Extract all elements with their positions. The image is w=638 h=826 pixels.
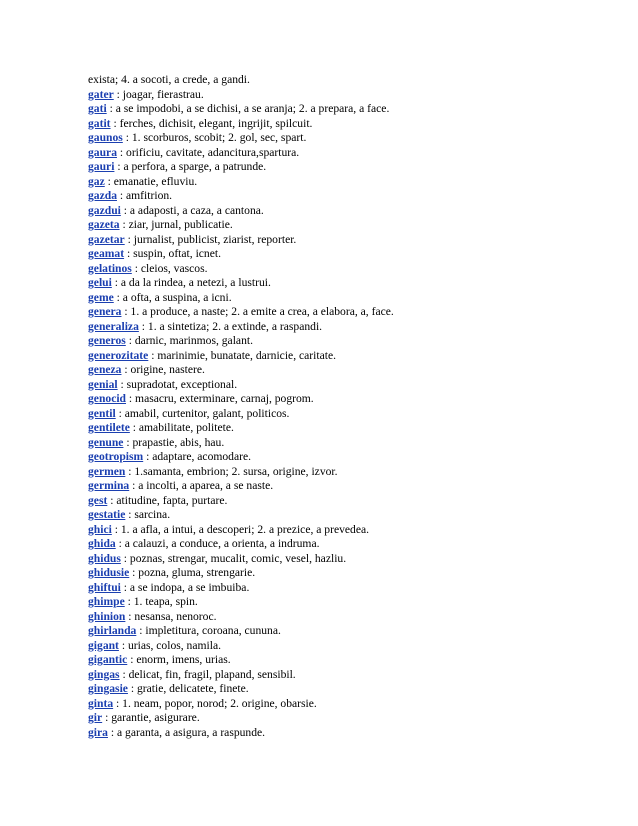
entry-separator: : <box>148 348 158 362</box>
entry-definition: ziar, jurnal, publicatie. <box>128 218 233 231</box>
dictionary-entry <box>88 88 608 103</box>
dictionary-entry <box>88 552 608 567</box>
entry-term-link[interactable]: genera <box>88 305 122 318</box>
entry-definition: marinimie, bunatate, darnicie, caritate. <box>157 348 336 362</box>
entry-separator: : <box>127 653 137 666</box>
entry-definition: darnic, marinmos, galant. <box>134 334 253 347</box>
entry-definition: masacru, exterminare, carnaj, pogrom. <box>135 392 314 405</box>
dictionary-entry <box>88 624 608 639</box>
entry-separator: : <box>120 203 130 217</box>
dictionary-entry <box>88 320 608 335</box>
entry-definition: nesansa, nenoroc. <box>134 609 217 623</box>
entry-separator: : <box>125 464 135 478</box>
entry-separator: : <box>125 334 135 347</box>
dictionary-entry <box>88 146 608 161</box>
entry-definition: 1.samanta, embrion; 2. sursa, origine, izvor. <box>134 464 338 478</box>
dictionary-entry <box>88 523 608 538</box>
entry-separator: : <box>119 667 129 681</box>
entry-term-link[interactable]: germen <box>88 464 126 478</box>
entry-definition: garantie, asigurare. <box>111 711 200 724</box>
entry-definition: prapastie, abis, hau. <box>132 435 225 449</box>
entry-definition: a ofta, a suspina, a icni. <box>122 290 232 304</box>
entry-separator: : <box>111 276 121 289</box>
entry-separator: : <box>106 102 116 115</box>
entry-definition: 1. a produce, a naste; 2. a emite a crea, a elabora, a, face. <box>130 305 394 318</box>
entry-definition: 1. a sintetiza; 2. a extinde, a raspandi. <box>147 319 323 333</box>
entry-separator: : <box>107 493 117 507</box>
entry-term-link[interactable]: genune <box>88 435 124 449</box>
entry-term-link[interactable]: genial <box>88 377 118 391</box>
entry-separator: : <box>120 551 130 565</box>
dictionary-entry <box>88 276 608 291</box>
dictionary-entry <box>88 233 608 248</box>
entry-separator: : <box>107 725 117 739</box>
entry-term-link[interactable]: ghirlanda <box>88 624 137 637</box>
dictionary-entry <box>88 262 608 277</box>
continuation-line: exista; 4. a socoti, a crede, a gandi. <box>88 73 250 86</box>
entry-term-link[interactable]: gaura <box>88 145 117 159</box>
entry-definition: amabilitate, politete. <box>138 421 234 434</box>
entry-definition: amfitrion. <box>126 189 173 202</box>
entry-term-link[interactable]: ghinion <box>88 609 126 623</box>
entry-term-link[interactable]: gest <box>88 493 108 507</box>
entry-separator: : <box>125 609 135 623</box>
entry-separator: : <box>121 363 131 376</box>
dictionary-entry <box>88 392 608 407</box>
entry-separator: : <box>127 682 137 695</box>
entry-definition: 1. neam, popor, norod; 2. origine, obarsie. <box>122 696 317 710</box>
entry-definition: gratie, delicatete, finete. <box>136 682 249 695</box>
entry-term-link[interactable]: gaunos <box>88 131 123 144</box>
entry-term-link[interactable]: generos <box>88 334 126 347</box>
entry-term-link[interactable]: gazetar <box>88 232 125 246</box>
entry-definition: a perfora, a sparge, a patrunde. <box>123 160 267 173</box>
entry-separator: : <box>121 305 131 318</box>
entry-term-link[interactable]: gingasie <box>88 682 128 695</box>
dictionary-entry <box>88 291 608 306</box>
entry-term-link[interactable]: ghidusie <box>88 566 130 579</box>
entry-definition: jurnalist, publicist, ziarist, reporter. <box>133 232 297 246</box>
dictionary-entry <box>88 204 608 219</box>
entry-separator: : <box>113 696 123 710</box>
entry-separator: : <box>113 290 123 304</box>
entry-term-link[interactable]: gingas <box>88 667 120 681</box>
entry-definition: 1. teapa, spin. <box>133 595 198 608</box>
entry-definition: joagar, fierastrau. <box>122 87 204 101</box>
entry-term-link[interactable]: gazeta <box>88 218 120 231</box>
dictionary-entry <box>88 102 608 117</box>
entry-separator: : <box>125 508 135 521</box>
dictionary-entry <box>88 160 608 175</box>
entry-term-link[interactable]: geotropism <box>88 450 144 463</box>
entry-definition: a se impodobi, a se dichisi, a se aranja; 2. a prepara, a face. <box>115 102 390 115</box>
entry-definition: suspin, oftat, icnet. <box>133 247 221 260</box>
dictionary-entry <box>88 334 608 349</box>
dictionary-entry <box>88 668 608 683</box>
dictionary-entry <box>88 508 608 523</box>
entry-definition: a incolti, a aparea, a se naste. <box>138 479 274 492</box>
dictionary-entry <box>88 697 608 712</box>
entry-term-link[interactable]: gestatie <box>88 508 126 521</box>
entry-separator: : <box>110 116 120 130</box>
entry-term-link[interactable]: gentilete <box>88 421 130 434</box>
entry-term-link[interactable]: germina <box>88 479 130 492</box>
dictionary-entry <box>88 682 608 697</box>
entry-definition: a garanta, a asigura, a raspunde. <box>117 725 266 739</box>
entry-definition: orificiu, cavitate, adancitura,spartura. <box>126 145 300 159</box>
entry-term-link[interactable]: gaz <box>88 174 105 188</box>
entry-definition: 1. a afla, a intui, a descoperi; 2. a prezice, a prevedea. <box>120 522 370 536</box>
entry-definition: delicat, fin, fragil, plapand, sensibil. <box>128 667 296 681</box>
dictionary-entry <box>88 595 608 610</box>
entry-definition: urias, colos, namila. <box>127 638 222 652</box>
entry-term-link[interactable]: gira <box>88 725 108 739</box>
entry-term-link[interactable]: geme <box>88 290 114 304</box>
entry-definition: 1. scorburos, scobit; 2. gol, sec, spart. <box>131 131 307 144</box>
entry-separator: : <box>122 131 132 144</box>
entry-separator: : <box>114 160 124 173</box>
entry-definition: origine, nastere. <box>130 363 205 376</box>
entry-separator: : <box>138 319 148 333</box>
entry-separator: : <box>136 624 146 637</box>
entry-separator: : <box>143 450 153 463</box>
dictionary-entry <box>88 726 608 741</box>
entry-definition: amabil, curtenitor, galant, politicos. <box>124 406 290 420</box>
dictionary-entry <box>88 479 608 494</box>
entry-separator: : <box>129 566 139 579</box>
dictionary-entry <box>88 363 608 378</box>
entry-separator: : <box>123 435 133 449</box>
entry-term-link[interactable]: gatit <box>88 116 111 130</box>
entry-separator: : <box>102 711 112 724</box>
entry-separator: : <box>116 145 127 159</box>
entry-separator: : <box>119 218 129 231</box>
entry-term-link[interactable]: geamat <box>88 247 125 260</box>
entry-term-link[interactable]: generozitate <box>88 348 149 362</box>
entry-term-link[interactable]: gazda <box>88 189 117 202</box>
dictionary-entry <box>88 639 608 654</box>
entry-term-link[interactable]: ghidus <box>88 551 121 565</box>
entry-separator: : <box>124 595 134 608</box>
dictionary-entry <box>88 537 608 552</box>
entry-term-link[interactable]: ghici <box>88 522 112 536</box>
entry-separator: : <box>120 580 130 594</box>
dictionary-entry <box>88 711 608 726</box>
entry-definition: supradotat, exceptional. <box>126 377 238 391</box>
entry-term-link[interactable]: gazdui <box>88 203 121 217</box>
entry-term-link[interactable]: ghiftui <box>88 580 121 594</box>
entry-list <box>88 88 608 741</box>
entry-term-link[interactable]: ghimpe <box>88 595 125 608</box>
dictionary-entry <box>88 247 608 262</box>
entry-separator: : <box>118 638 128 652</box>
entry-term-link[interactable]: ginta <box>88 696 114 710</box>
entry-term-link[interactable]: gauri <box>88 160 115 173</box>
entry-separator: : <box>104 174 114 188</box>
entry-separator: : <box>129 479 139 492</box>
entry-separator: : <box>117 377 127 391</box>
entry-term-link[interactable]: gir <box>88 711 103 724</box>
entry-definition: a adaposti, a caza, a cantona. <box>129 203 264 217</box>
entry-separator: : <box>124 247 134 260</box>
dictionary-entry <box>88 131 608 146</box>
entry-definition: emanatie, efluviu. <box>113 174 198 188</box>
dictionary-entry <box>88 465 608 480</box>
dictionary-entry <box>88 566 608 581</box>
entry-definition: poznas, strengar, mucalit, comic, vesel, hazliu. <box>129 551 347 565</box>
entry-separator: : <box>115 537 125 550</box>
entry-definition: cleios, vascos. <box>140 261 208 275</box>
entry-separator: : <box>113 87 123 101</box>
entry-term-link[interactable]: generaliza <box>88 319 139 333</box>
dictionary-entry <box>88 436 608 451</box>
entry-term-link[interactable]: gentil <box>88 406 116 420</box>
entry-definition: a da la rindea, a netezi, a lustrui. <box>120 276 271 289</box>
dictionary-entry <box>88 494 608 509</box>
entry-separator: : <box>124 232 134 246</box>
entry-definition: adaptare, acomodare. <box>152 450 252 463</box>
entry-term-link[interactable]: geneza <box>88 363 122 376</box>
entry-term-link[interactable]: gati <box>88 102 107 115</box>
dictionary-entry <box>88 117 608 132</box>
entry-separator: : <box>126 392 136 405</box>
entry-term-link[interactable]: gigant <box>88 638 119 652</box>
dictionary-entry <box>88 189 608 204</box>
dictionary-page <box>88 73 608 740</box>
dictionary-entry <box>88 653 608 668</box>
entry-separator: : <box>129 421 139 434</box>
dictionary-entry <box>88 581 608 596</box>
entry-definition: a se indopa, a se imbuiba. <box>129 580 250 594</box>
entry-term-link[interactable]: gigantic <box>88 653 128 666</box>
dictionary-entry <box>88 450 608 465</box>
entry-definition: ferches, dichisit, elegant, ingrijit, spilcuit. <box>119 116 313 130</box>
dictionary-entry <box>88 175 608 190</box>
entry-term-link[interactable]: gater <box>88 87 114 101</box>
entry-definition: sarcina. <box>134 508 171 521</box>
entry-definition: a calauzi, a conduce, a orienta, a indruma. <box>124 537 320 550</box>
dictionary-entry <box>88 305 608 320</box>
entry-separator: : <box>115 406 125 420</box>
dictionary-entry <box>88 218 608 233</box>
dictionary-entry <box>88 407 608 422</box>
entry-separator: : <box>116 189 127 202</box>
entry-separator: : <box>131 261 141 275</box>
dictionary-entry <box>88 349 608 364</box>
entry-term-link[interactable]: genocid <box>88 392 127 405</box>
entry-definition: atitudine, fapta, purtare. <box>116 493 228 507</box>
entry-separator: : <box>111 522 121 536</box>
dictionary-entry <box>88 421 608 436</box>
entry-term-link[interactable]: gelui <box>88 276 112 289</box>
dictionary-entry <box>88 378 608 393</box>
entry-definition: enorm, imens, urias. <box>136 653 231 666</box>
entry-term-link[interactable]: ghida <box>88 537 116 550</box>
entry-definition: pozna, gluma, strengarie. <box>138 566 256 579</box>
entry-term-link[interactable]: gelatinos <box>88 261 132 275</box>
entry-definition: impletitura, coroana, cununa. <box>145 624 281 637</box>
dictionary-entry <box>88 610 608 625</box>
